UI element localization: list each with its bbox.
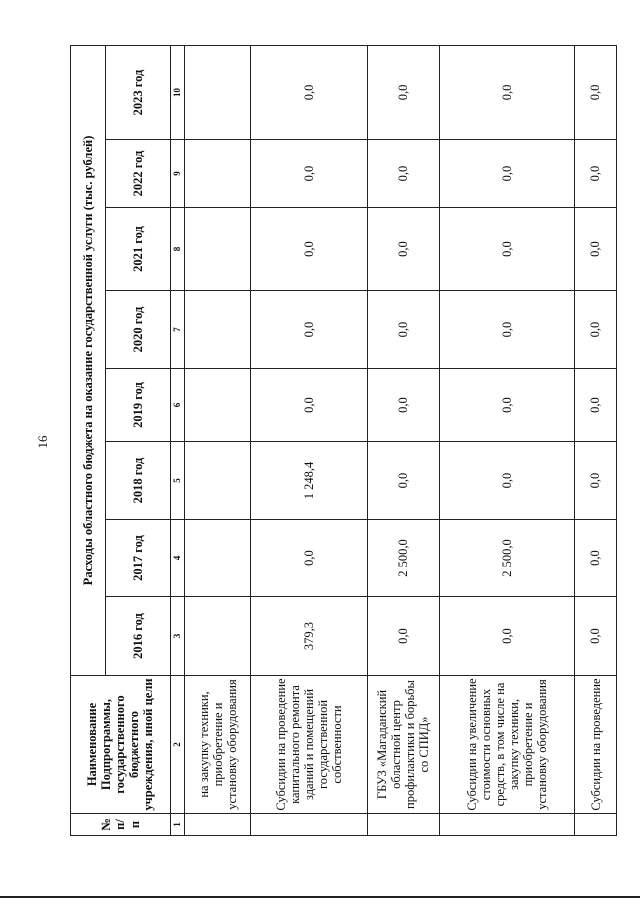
row-value: 0,0 [575, 369, 617, 442]
row-value: 0,0 [251, 520, 367, 597]
table-row [367, 45, 440, 835]
row-value [185, 369, 251, 442]
row-value: 0,0 [575, 291, 617, 369]
header-year: 2017 год [106, 520, 171, 597]
row-value: 379,3 [251, 597, 367, 676]
row-value: 0,0 [575, 208, 617, 291]
row-value: 0,0 [440, 442, 575, 520]
page-bottom-rule [0, 896, 640, 898]
header-year: 2023 год [106, 45, 171, 139]
column-index: 1 [170, 814, 184, 836]
row-num [251, 814, 367, 836]
header-year: 2022 год [106, 140, 171, 208]
row-value: 0,0 [575, 140, 617, 208]
row-value [185, 520, 251, 597]
header-name: Наименование Подпрограммы, государственного бюджетного учреждения, иной цели [71, 676, 171, 814]
row-name: на закупку техники, приобретение и установку оборудования [185, 676, 251, 814]
column-index: 3 [170, 597, 184, 676]
table-row [251, 45, 367, 835]
row-value [185, 442, 251, 520]
row-value: 0,0 [367, 208, 440, 291]
row-value: 0,0 [251, 208, 367, 291]
column-index: 8 [170, 208, 184, 291]
header-year: 2018 год [106, 442, 171, 520]
header-year: 2019 год [106, 369, 171, 442]
row-name: ГБУЗ «Магаданский областной центр профилактики и борьбы со СПИД» [367, 676, 440, 814]
expenditure-table [70, 45, 617, 836]
row-num [185, 814, 251, 836]
column-index: 9 [170, 140, 184, 208]
column-index: 2 [170, 676, 184, 814]
header-group: Расходы областного бюджета на оказание государственной услуги (тыс. рублей) [71, 45, 106, 675]
row-value: 0,0 [367, 45, 440, 139]
row-value: 0,0 [440, 597, 575, 676]
row-value: 0,0 [367, 291, 440, 369]
header-num: № п/п [71, 814, 171, 836]
column-index: 4 [170, 520, 184, 597]
column-index: 10 [170, 45, 184, 139]
row-value [185, 45, 251, 139]
header-year: 2021 год [106, 208, 171, 291]
row-num [367, 814, 440, 836]
row-name: Субсидии на проведение [575, 676, 617, 814]
row-num [440, 814, 575, 836]
page-number: 16 [35, 435, 50, 449]
row-value: 0,0 [440, 369, 575, 442]
row-value: 2 500,0 [367, 520, 440, 597]
row-value: 0,0 [440, 291, 575, 369]
row-value [185, 597, 251, 676]
header-year: 2016 год [106, 597, 171, 676]
table-row [185, 45, 251, 835]
row-value [185, 291, 251, 369]
row-num [575, 814, 617, 836]
row-value: 0,0 [367, 140, 440, 208]
column-index-row [170, 45, 184, 835]
row-value [185, 140, 251, 208]
table-row [440, 45, 575, 835]
row-value [185, 208, 251, 291]
row-value: 0,0 [575, 442, 617, 520]
row-name: Субсидии на проведение капитального ремонта зданий и помещений государственной собственности [251, 676, 367, 814]
header-year: 2020 год [106, 291, 171, 369]
row-value: 0,0 [251, 291, 367, 369]
row-name: Субсидии на увеличение стоимости основных средств, в том числе на закупку техники, приобретение и установку оборудования [440, 676, 575, 814]
column-index: 7 [170, 291, 184, 369]
column-index: 5 [170, 442, 184, 520]
row-value: 0,0 [367, 597, 440, 676]
row-value: 0,0 [367, 369, 440, 442]
row-value: 0,0 [251, 45, 367, 139]
row-value: 0,0 [440, 140, 575, 208]
row-value: 0,0 [575, 520, 617, 597]
row-value: 0,0 [440, 45, 575, 139]
row-value: 2 500,0 [440, 520, 575, 597]
row-value: 1 248,4 [251, 442, 367, 520]
row-value: 0,0 [575, 597, 617, 676]
column-index: 6 [170, 369, 184, 442]
rotated-table-wrapper [70, 66, 617, 836]
row-value: 0,0 [575, 45, 617, 139]
row-value: 0,0 [440, 208, 575, 291]
row-value: 0,0 [367, 442, 440, 520]
row-value: 0,0 [251, 140, 367, 208]
table-row [575, 45, 617, 835]
row-value: 0,0 [251, 369, 367, 442]
